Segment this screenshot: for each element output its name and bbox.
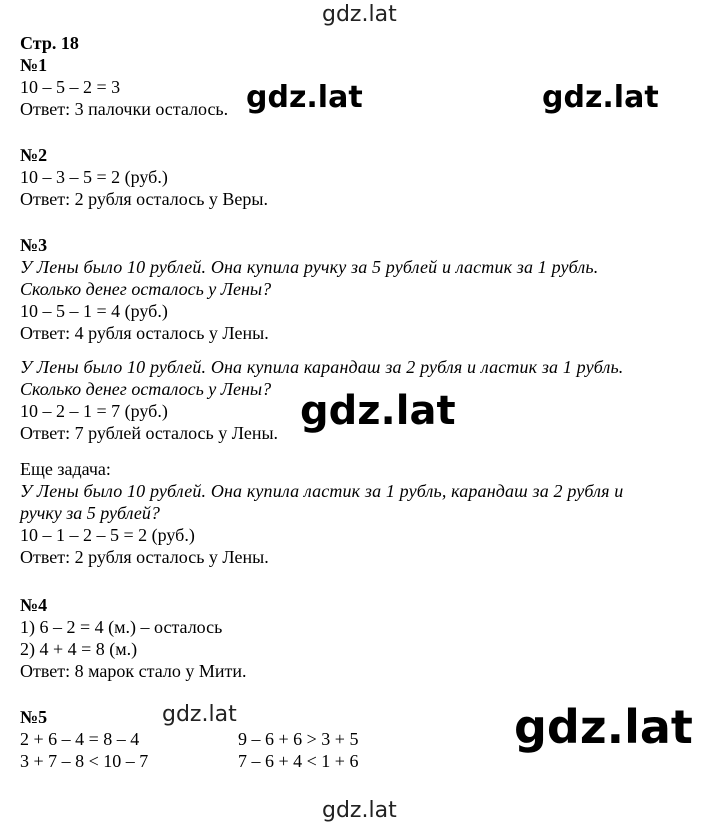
task3-extra-label: Еще задача: [20,459,111,479]
task3-answer2: Ответ: 7 рублей осталось у Лены. [20,423,279,443]
task4-answer: Ответ: 8 марок стало у Мити. [20,661,247,681]
watermark-bottom: gdz.lat [322,798,397,823]
watermark-top: gdz.lat [322,2,397,27]
task5-right1: 9 – 6 + 6 > 3 + 5 [238,729,359,749]
task2-answer: Ответ: 2 рубля осталось у Веры. [20,189,269,209]
task3-problem3-line1: У Лены было 10 рублей. Она купила ластик за 1 рубль, карандаш за 2 рубля и [20,481,624,501]
task4-step1: 1) 6 – 2 = 4 (м.) – осталось [20,617,223,637]
task1-expression: 10 – 5 – 2 = 3 [20,77,121,97]
task3-problem3-line2: ручку за 5 рублей? [20,503,160,523]
task3-answer3: Ответ: 2 рубля осталось у Лены. [20,547,269,567]
task3-problem1-line2: Сколько денег осталось у Лены? [20,279,272,299]
watermark-lower-big: gdz.lat [514,700,693,754]
watermark-mid-right: gdz.lat [542,80,659,115]
task3-problem2-line1: У Лены было 10 рублей. Она купила карандаш за 2 рубля и ластик за 1 рубль. [20,357,624,377]
page-number: Стр. 18 [20,33,79,53]
task5-left2: 3 + 7 – 8 < 10 – 7 [20,751,149,771]
task5-right2: 7 – 6 + 4 < 1 + 6 [238,751,359,771]
task3-problem1-line1: У Лены было 10 рублей. Она купила ручку за 5 рублей и ластик за 1 рубль. [20,257,599,277]
task3-problem2-line2: Сколько денег осталось у Лены? [20,379,272,399]
task3-answer1: Ответ: 4 рубля осталось у Лены. [20,323,269,343]
watermark-mid-left: gdz.lat [246,80,363,115]
task1-answer: Ответ: 3 палочки осталось. [20,99,229,119]
task3-expression3: 10 – 1 – 2 – 5 = 2 (руб.) [20,525,195,545]
watermark-center: gdz.lat [300,388,456,434]
task4-step2: 2) 4 + 4 = 8 (м.) [20,639,138,659]
task1-number: №1 [20,55,48,75]
task4-number: №4 [20,595,48,615]
task5-number: №5 [20,707,48,727]
task2-expression: 10 – 3 – 5 = 2 (руб.) [20,167,168,187]
watermark-lower-small: gdz.lat [162,702,237,727]
task2-number: №2 [20,145,48,165]
task3-expression2: 10 – 2 – 1 = 7 (руб.) [20,401,168,421]
task5-left1: 2 + 6 – 4 = 8 – 4 [20,729,140,749]
task3-number: №3 [20,235,48,255]
task3-expression1: 10 – 5 – 1 = 4 (руб.) [20,301,168,321]
